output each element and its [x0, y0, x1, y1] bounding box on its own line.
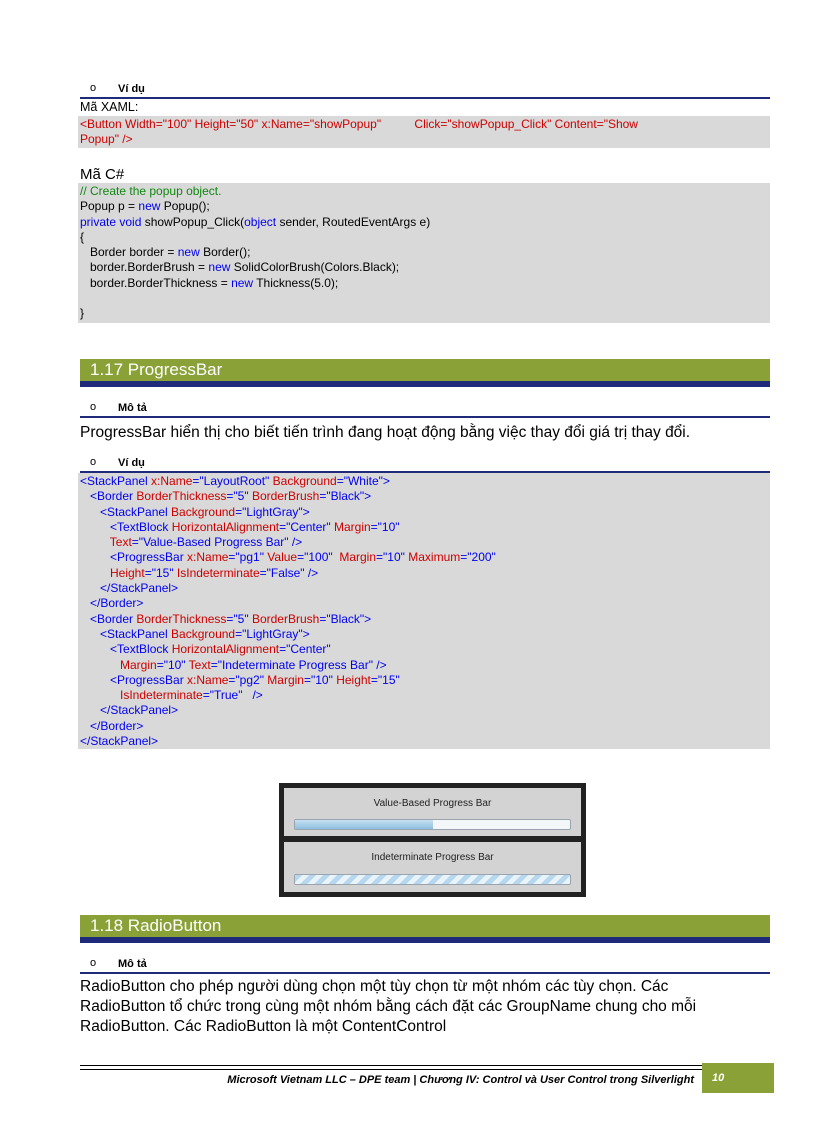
example-heading: [80, 81, 770, 99]
code-line: </StackPanel>: [80, 734, 159, 749]
code-line: <StackPanel Background="LightGray">: [80, 504, 310, 519]
csharp-label: Mã C#: [80, 166, 125, 183]
indeterminate-progressbar: [294, 874, 571, 885]
heading-rule: [80, 97, 770, 99]
description-line: RadioButton tổ chức trong cùng một nhóm bằng cách đặt các GroupName chung cho mỗi: [80, 998, 697, 1015]
code-line: {: [80, 229, 85, 244]
progressbar-xaml-code-block: [78, 473, 770, 749]
code-line: <TextBlock HorizontalAlignment="Center" Margin="10": [80, 519, 400, 534]
code-line: border.BorderThickness = new Thickness(5.0);: [80, 275, 339, 290]
code-line: <ProgressBar x:Name="pg2" Margin="10" Height="15": [80, 672, 400, 687]
code-line: }: [80, 306, 85, 321]
progress-stripes: [295, 875, 570, 884]
page-number-box: [702, 1063, 774, 1093]
code-line: <Border BorderThickness="5" BorderBrush="Black">: [80, 489, 372, 504]
progress-fill: [295, 820, 433, 829]
heading-label: Ví dụ: [118, 83, 145, 95]
section-header-progressbar: [80, 359, 770, 387]
value-based-progressbar: [294, 819, 571, 830]
code-line: <ProgressBar x:Name="pg1" Value="100" Margin="10" Maximum="200": [80, 550, 496, 565]
footer-rule: [80, 1065, 702, 1066]
code-line: Margin="10" Text="Indeterminate Progress Bar" />: [80, 657, 387, 672]
indeterminate-panel: [284, 842, 581, 892]
heading-label: Mô tả: [118, 402, 147, 414]
code-line: [80, 291, 770, 306]
code-line: private void showPopup_Click(object sender, RoutedEventArgs e): [80, 214, 431, 229]
description-line: RadioButton. Các RadioButton là một ContentControl: [80, 1018, 447, 1035]
code-line: <Button Width="100" Height="50" x:Name="showPopup" Click="showPopup_Click" Content="Show: [80, 117, 638, 131]
xaml-code-block: [78, 116, 770, 148]
description-heading: [80, 956, 770, 974]
section-header-radiobutton: [80, 915, 770, 943]
code-line: Popup" />: [80, 132, 133, 147]
xaml-label: Mã XAML:: [80, 100, 139, 114]
value-based-panel: [284, 788, 581, 836]
section-rule: [80, 381, 770, 387]
code-line: </StackPanel>: [80, 703, 179, 718]
code-line: <TextBlock HorizontalAlignment="Center": [80, 642, 331, 657]
bullet-icon: o: [90, 82, 97, 94]
footer-rule: [80, 1069, 702, 1070]
code-line: </Border>: [80, 596, 144, 611]
heading-label: Ví dụ: [118, 457, 145, 469]
bullet-icon: o: [90, 957, 97, 969]
heading-label: Mô tả: [118, 958, 147, 970]
csharp-code-block: [78, 183, 770, 323]
code-line: border.BorderBrush = new SolidColorBrush(Colors.Black);: [80, 260, 400, 275]
page-number: 10: [712, 1072, 725, 1084]
example-heading: [80, 455, 770, 473]
indeterminate-caption: Indeterminate Progress Bar: [371, 852, 494, 863]
description-line: RadioButton cho phép người dùng chọn một tùy chọn từ một nhóm các tùy chọn. Các: [80, 978, 669, 995]
description-heading: [80, 400, 770, 418]
radiobutton-description: [80, 977, 772, 1037]
code-line: // Create the popup object.: [80, 184, 222, 198]
section-title: 1.17 ProgressBar: [90, 360, 223, 379]
code-line: Text="Value-Based Progress Bar" />: [80, 535, 303, 550]
code-line: Popup p = new Popup();: [80, 199, 210, 214]
bullet-icon: o: [90, 401, 97, 413]
progressbar-description: ProgressBar hiển thị cho biết tiến trình đang hoạt động bằng việc thay đổi giá trị thay đổi.: [80, 424, 691, 441]
code-line: </StackPanel>: [80, 581, 179, 596]
footer-text: Microsoft Vietnam LLC – DPE team | Chương IV: Control và User Control trong Silverlight: [227, 1074, 694, 1086]
heading-rule: [80, 972, 770, 974]
code-line: </Border>: [80, 718, 144, 733]
section-rule: [80, 937, 770, 943]
code-line: Height="15" IsIndeterminate="False" />: [80, 565, 319, 580]
code-line: <Border BorderThickness="5" BorderBrush="Black">: [80, 611, 372, 626]
code-line: <StackPanel Background="LightGray">: [80, 626, 310, 641]
bullet-icon: o: [90, 456, 97, 468]
code-line: Border border = new Border();: [80, 245, 251, 260]
heading-rule: [80, 416, 770, 418]
section-title: 1.18 RadioButton: [90, 916, 222, 935]
progressbar-demo: [279, 783, 586, 897]
code-line: IsIndeterminate="True" />: [80, 688, 263, 703]
code-line: <StackPanel x:Name="LayoutRoot" Background="White">: [80, 474, 390, 488]
value-based-caption: Value-Based Progress Bar: [373, 798, 492, 809]
